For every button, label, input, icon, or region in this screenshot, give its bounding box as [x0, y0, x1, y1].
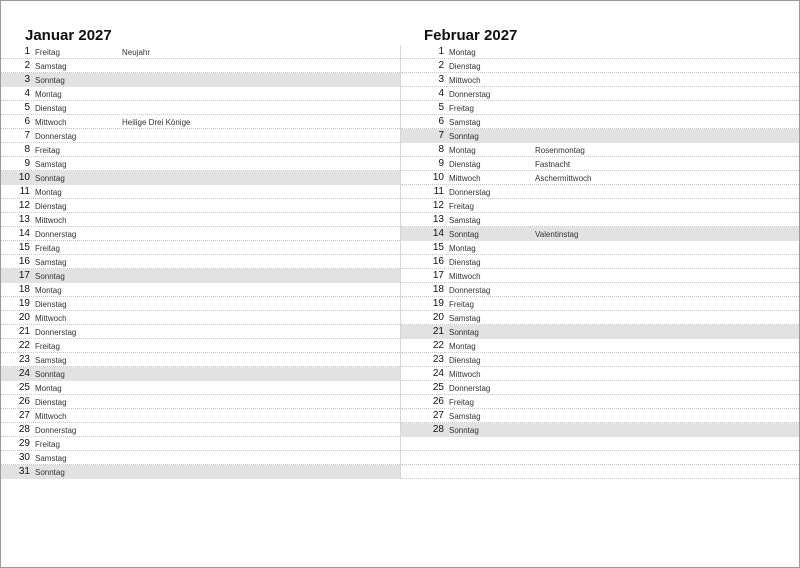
day-number: 7: [438, 130, 444, 141]
day-number: 24: [18, 368, 30, 379]
day-row: [1, 409, 400, 423]
day-row: [401, 339, 799, 353]
day-number: 22: [432, 340, 444, 351]
day-row: [1, 451, 400, 465]
day-number: 27: [18, 410, 30, 421]
day-row: [1, 171, 400, 185]
day-number: 21: [18, 326, 30, 337]
day-number: 3: [24, 74, 30, 85]
day-number: 1: [438, 46, 444, 57]
day-row: [1, 45, 400, 59]
day-row: [1, 395, 400, 409]
day-number: 16: [432, 256, 444, 267]
day-number: 29: [18, 438, 30, 449]
day-number: 16: [18, 256, 30, 267]
day-row: [401, 311, 799, 325]
day-row: [401, 423, 799, 437]
day-row: [401, 213, 799, 227]
weekday-name: Montag: [449, 145, 476, 155]
day-number: 19: [432, 298, 444, 309]
weekday-name: Dienstag: [449, 257, 481, 267]
day-row: [401, 45, 799, 59]
day-row: [401, 199, 799, 213]
day-number: 5: [24, 102, 30, 113]
day-row: [1, 59, 400, 73]
day-number: 6: [24, 116, 30, 127]
weekday-name: Montag: [35, 187, 62, 197]
day-number: 9: [438, 158, 444, 169]
day-number: 8: [438, 144, 444, 155]
weekday-name: Montag: [35, 383, 62, 393]
day-row: [401, 465, 799, 479]
holiday-label: Fastnacht: [535, 159, 571, 169]
weekday-name: Montag: [35, 89, 62, 99]
day-number: 11: [433, 186, 444, 197]
weekday-name: Mittwoch: [35, 215, 67, 225]
weekday-name: Donnerstag: [449, 187, 491, 197]
day-row: [1, 115, 400, 129]
weekday-name: Sonntag: [35, 271, 65, 281]
day-row: [1, 255, 400, 269]
day-row: [1, 423, 400, 437]
day-row: [1, 73, 400, 87]
day-list: [1, 45, 400, 479]
weekday-name: Samstag: [449, 313, 481, 323]
weekday-name: Sonntag: [35, 369, 65, 379]
weekday-name: Samstag: [35, 355, 67, 365]
day-number: 27: [432, 410, 444, 421]
day-number: 10: [432, 172, 444, 183]
day-row: [401, 241, 799, 255]
weekday-name: Samstag: [35, 159, 67, 169]
day-number: 7: [24, 130, 30, 141]
day-row: [1, 339, 400, 353]
weekday-name: Montag: [449, 341, 476, 351]
day-number: 23: [432, 354, 444, 365]
weekday-name: Mittwoch: [449, 271, 481, 281]
day-row: [1, 311, 400, 325]
day-row: [1, 241, 400, 255]
weekday-name: Freitag: [35, 341, 60, 351]
holiday-label: Rosenmontag: [535, 145, 585, 155]
day-row: [1, 465, 400, 479]
weekday-name: Montag: [35, 285, 62, 295]
weekday-name: Freitag: [449, 299, 474, 309]
weekday-name: Montag: [449, 243, 476, 253]
day-number: 13: [18, 214, 30, 225]
weekday-name: Freitag: [35, 243, 60, 253]
day-number: 26: [432, 396, 444, 407]
day-row: [1, 353, 400, 367]
day-row: [401, 143, 799, 157]
day-row: [401, 227, 799, 241]
day-number: 15: [18, 242, 30, 253]
weekday-name: Samstag: [449, 215, 481, 225]
day-list: [400, 45, 799, 479]
day-number: 13: [432, 214, 444, 225]
day-number: 2: [438, 60, 444, 71]
day-number: 30: [18, 452, 30, 463]
weekday-name: Dienstag: [449, 61, 481, 71]
weekday-name: Dienstag: [449, 159, 481, 169]
weekday-name: Mittwoch: [449, 369, 481, 379]
weekday-name: Freitag: [35, 47, 60, 57]
weekday-name: Montag: [449, 47, 476, 57]
day-row: [401, 381, 799, 395]
weekday-name: Freitag: [449, 103, 474, 113]
holiday-label: Heilige Drei Könige: [122, 117, 191, 127]
day-row: [1, 283, 400, 297]
day-row: [1, 143, 400, 157]
day-row: [1, 381, 400, 395]
day-number: 25: [18, 382, 30, 393]
weekday-name: Donnerstag: [449, 89, 491, 99]
day-row: [401, 171, 799, 185]
day-number: 21: [432, 326, 444, 337]
day-row: [401, 129, 799, 143]
day-number: 10: [18, 172, 30, 183]
day-row: [1, 199, 400, 213]
day-number: 2: [24, 60, 30, 71]
weekday-name: Sonntag: [449, 229, 479, 239]
weekday-name: Freitag: [35, 145, 60, 155]
day-row: [401, 409, 799, 423]
day-row: [1, 129, 400, 143]
day-number: 31: [18, 466, 30, 477]
month-title: Januar 2027: [25, 27, 112, 44]
weekday-name: Dienstag: [35, 299, 67, 309]
day-number: 17: [18, 270, 30, 281]
weekday-name: Samstag: [35, 61, 67, 71]
day-row: [401, 157, 799, 171]
day-number: 8: [24, 144, 30, 155]
day-number: 28: [432, 424, 444, 435]
weekday-name: Freitag: [449, 201, 474, 211]
day-row: [1, 185, 400, 199]
weekday-name: Donnerstag: [449, 285, 491, 295]
day-row: [401, 325, 799, 339]
day-number: 25: [432, 382, 444, 393]
day-number: 20: [18, 312, 30, 323]
day-row: [401, 87, 799, 101]
day-row: [401, 269, 799, 283]
day-row: [1, 297, 400, 311]
day-row: [401, 73, 799, 87]
weekday-name: Sonntag: [449, 131, 479, 141]
day-number: 22: [18, 340, 30, 351]
weekday-name: Mittwoch: [449, 173, 481, 183]
day-number: 14: [432, 228, 444, 239]
day-row: [401, 101, 799, 115]
month-title: Februar 2027: [424, 27, 518, 44]
holiday-label: Neujahr: [122, 47, 151, 57]
day-number: 17: [432, 270, 444, 281]
holiday-label: Valentinstag: [535, 229, 579, 239]
weekday-name: Dienstag: [35, 103, 67, 113]
day-number: 28: [18, 424, 30, 435]
day-number: 4: [24, 88, 30, 99]
day-row: [1, 437, 400, 451]
month-february: [400, 1, 799, 479]
weekday-name: Donnerstag: [449, 383, 491, 393]
day-number: 6: [438, 116, 444, 127]
day-number: 24: [432, 368, 444, 379]
weekday-name: Dienstag: [449, 355, 481, 365]
day-number: 14: [18, 228, 30, 239]
weekday-name: Dienstag: [35, 397, 67, 407]
day-number: 4: [438, 88, 444, 99]
weekday-name: Donnerstag: [35, 425, 77, 435]
day-row: [401, 185, 799, 199]
day-row: [401, 451, 799, 465]
weekday-name: Sonntag: [449, 425, 479, 435]
day-row: [1, 269, 400, 283]
day-row: [401, 437, 799, 451]
weekday-name: Sonntag: [35, 173, 65, 183]
day-number: 15: [432, 242, 444, 253]
weekday-name: Mittwoch: [35, 117, 67, 127]
day-number: 23: [18, 354, 30, 365]
day-number: 1: [24, 46, 30, 57]
day-row: [401, 395, 799, 409]
weekday-name: Mittwoch: [449, 75, 481, 85]
day-number: 9: [24, 158, 30, 169]
day-row: [401, 367, 799, 381]
day-number: 3: [438, 74, 444, 85]
weekday-name: Donnerstag: [35, 327, 77, 337]
weekday-name: Sonntag: [449, 327, 479, 337]
weekday-name: Donnerstag: [35, 131, 77, 141]
month-january: [1, 1, 400, 479]
day-number: 26: [18, 396, 30, 407]
weekday-name: Samstag: [449, 411, 481, 421]
weekday-name: Donnerstag: [35, 229, 77, 239]
weekday-name: Samstag: [35, 453, 67, 463]
day-number: 18: [432, 284, 444, 295]
weekday-name: Sonntag: [35, 75, 65, 85]
day-number: 19: [18, 298, 30, 309]
day-row: [1, 227, 400, 241]
day-row: [1, 101, 400, 115]
weekday-name: Sonntag: [35, 467, 65, 477]
weekday-name: Mittwoch: [35, 313, 67, 323]
day-row: [401, 255, 799, 269]
day-number: 12: [18, 200, 30, 211]
weekday-name: Freitag: [35, 439, 60, 449]
day-number: 12: [432, 200, 444, 211]
weekday-name: Samstag: [35, 257, 67, 267]
day-number: 18: [18, 284, 30, 295]
day-row: [401, 59, 799, 73]
day-row: [401, 115, 799, 129]
day-row: [1, 325, 400, 339]
weekday-name: Samstag: [449, 117, 481, 127]
day-number: 5: [438, 102, 444, 113]
day-row: [401, 283, 799, 297]
day-row: [401, 297, 799, 311]
weekday-name: Dienstag: [35, 201, 67, 211]
weekday-name: Freitag: [449, 397, 474, 407]
day-number: 20: [432, 312, 444, 323]
weekday-name: Mittwoch: [35, 411, 67, 421]
day-row: [1, 213, 400, 227]
day-row: [1, 367, 400, 381]
day-row: [401, 353, 799, 367]
day-number: 11: [19, 186, 30, 197]
day-row: [1, 87, 400, 101]
holiday-label: Aschermittwoch: [535, 173, 592, 183]
day-row: [1, 157, 400, 171]
